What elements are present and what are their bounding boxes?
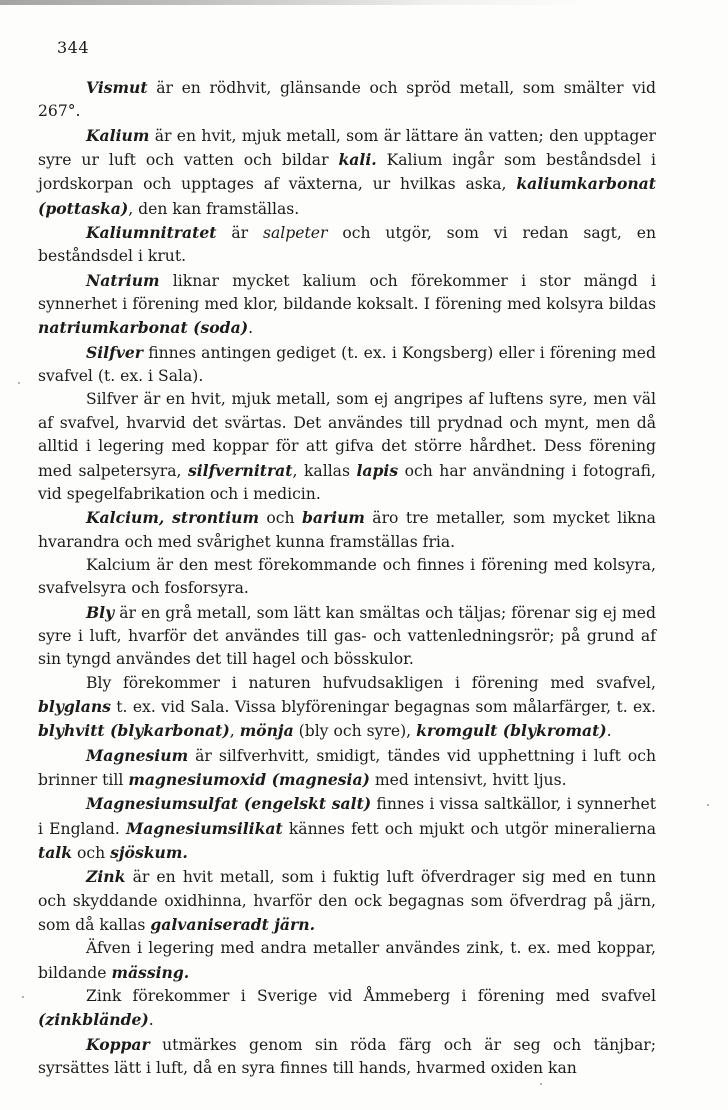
text-run: finnes antingen gediget (t. ex. i Kongsberg) eller i förening med svafvel (t. ex. i Sala). <box>38 343 656 386</box>
paragraph <box>38 672 656 744</box>
term-highlight: Magnesiumsulfat (engelskt salt) <box>86 794 372 814</box>
text-run: Kalium ingår som beståndsdel i jordskorpan och upptages af växterna, ur hvilkas aska, <box>38 151 656 194</box>
term-highlight: Magnesiumsilikat <box>125 818 283 838</box>
paragraph <box>38 601 656 672</box>
text-run: , den kan framställas. <box>128 199 300 218</box>
term-highlight: sjöskum. <box>110 843 188 862</box>
paragraph <box>38 506 656 554</box>
paragraph <box>38 388 656 506</box>
paragraph <box>38 985 656 1033</box>
text-run: äro tre metaller, som mycket likna hvarandra och med svårighet kunna framställas fria. <box>38 509 656 551</box>
text-run: Zink förekommer i Sverige vid Åmmeberg i förening med svafvel <box>86 987 656 1006</box>
text-run: utmärkes genom sin röda färg och är seg och tänjbar; syrsättes lätt i luft, då en syra finnes till hands, hvarmed oxiden kan <box>38 1035 656 1078</box>
text-run: Bly förekommer i naturen hufvudsakligen i förening med svafvel, <box>86 673 656 692</box>
text-run: Silfver är en hvit, mjuk metall, som ej angripes af luftens syre, men väl af svafvel, hvarvid det svärtas. Det användes till prydnad och mynt, men då alltid i legering med koppar för att gifva det större hårdhet. Dess förening med salpetersyra, <box>38 390 656 480</box>
scan-speck <box>707 804 709 806</box>
text-run: är en hvit, mjuk metall, som är lättare än vatten; den upptager syre ur luft och vatten och bildar <box>38 126 656 170</box>
term-highlight: Vismut <box>86 78 148 97</box>
term-highlight: Kaliumnitratet <box>86 223 217 243</box>
text-run: . <box>148 1011 154 1030</box>
paragraph <box>38 341 656 389</box>
term-highlight: mässing. <box>111 962 190 982</box>
term-highlight: blyglans <box>38 696 111 716</box>
scan-edge-shadow <box>0 0 728 5</box>
emphasis-text: salpeter <box>263 224 328 243</box>
text-run: är silfverhvitt, smidigt, tändes vid upphettning i luft och brinner till <box>38 746 656 789</box>
term-highlight: kali. <box>338 150 377 170</box>
term-highlight: talk <box>38 843 73 862</box>
text-run: liknar mycket kalium och förekommer i stor mängd i synnerhet i förening med klor, bildande koksalt. I förening med kolsyra bildas <box>38 271 656 314</box>
text-run: är en rödhvit, glänsande och spröd metall, som smälter vid 267°. <box>38 79 656 121</box>
text-run: . <box>248 319 254 338</box>
term-highlight: Zink <box>86 867 126 887</box>
term-highlight: Kalium <box>86 125 150 145</box>
scan-speck <box>540 1083 542 1085</box>
term-highlight: silfvernitrat <box>187 460 293 480</box>
term-highlight: Natrium <box>86 270 160 290</box>
term-highlight: kaliumkarbonat (pottaska) <box>38 174 656 218</box>
term-highlight: Kalcium, strontium <box>86 508 260 528</box>
term-highlight: Koppar <box>86 1034 150 1054</box>
text-run: och utgör, som vi redan sagt, en beståndsdel i krut. <box>38 224 656 266</box>
term-highlight: magnesiumoxid (magnesia) <box>128 769 370 789</box>
text-run: . <box>606 722 612 741</box>
text-run: och har användning i fotografi, vid spegelfabrikation och i medicin. <box>38 461 656 503</box>
scan-speck <box>22 996 24 998</box>
paragraph <box>38 792 656 865</box>
text-run: och <box>72 844 111 862</box>
text-run: med intensivt, hvitt ljus. <box>369 770 567 789</box>
text-run: finnes i vissa saltkällor, i synnerhet i England. <box>38 795 656 838</box>
paragraph <box>38 554 656 601</box>
term-highlight: blyhvitt (blykarbonat) <box>38 721 230 741</box>
text-run: t. ex. vid Sala. Vissa blyföreningar begagnas som målarfärger, t. ex. <box>110 697 656 716</box>
paragraph <box>38 76 656 124</box>
paragraph <box>38 1033 656 1081</box>
text-run: , <box>229 722 240 741</box>
paragraph <box>38 865 656 937</box>
paragraph <box>38 221 656 269</box>
text-run: och <box>259 509 302 528</box>
text-run: , kallas <box>292 461 357 480</box>
text-run: är <box>216 224 263 243</box>
paragraph <box>38 937 656 985</box>
page-number: 344 <box>57 38 90 57</box>
term-highlight: Silfver <box>86 342 144 362</box>
text-run: kännes fett och mjukt och utgör mineralierna <box>282 819 656 838</box>
term-highlight: mönja <box>239 721 294 741</box>
text-run: Kalcium är den mest förekommande och finnes i förening med kolsyra, svafvelsyra och fosforsyra. <box>38 555 656 598</box>
body-text <box>38 76 656 1080</box>
term-highlight: lapis <box>356 460 399 480</box>
term-highlight: (zinkblände) <box>38 1010 149 1030</box>
paragraph <box>38 269 656 341</box>
text-run: Äfven i legering med andra metaller användes zink, t. ex. med koppar, bildande <box>38 939 656 982</box>
paragraph <box>38 744 656 793</box>
text-run: är en grå metall, som lätt kan smältas och täljas; förenar sig ej med syre i luft, hvarför det användes till gas- och vattenledningsrör; på grund af sin tyngd användes det till hagel och bösskulor. <box>38 603 656 669</box>
term-highlight: Magnesium <box>86 745 189 765</box>
term-highlight: Bly <box>86 602 115 622</box>
text-run: är en hvit metall, som i fuktig luft öfverdrager sig med en tunn och skyddande oxidhinna, hvarför den ock begagnas som öfverdrag på järn, som då kallas <box>38 868 656 935</box>
term-highlight: kromgult (blykromat) <box>416 721 607 741</box>
term-highlight: galvaniseradt järn. <box>150 915 315 935</box>
text-run: (bly och syre), <box>293 722 417 741</box>
scan-speck <box>18 382 20 384</box>
paragraph <box>38 124 656 221</box>
term-highlight: natriumkarbonat (soda) <box>38 318 249 338</box>
term-highlight: barium <box>301 508 365 528</box>
